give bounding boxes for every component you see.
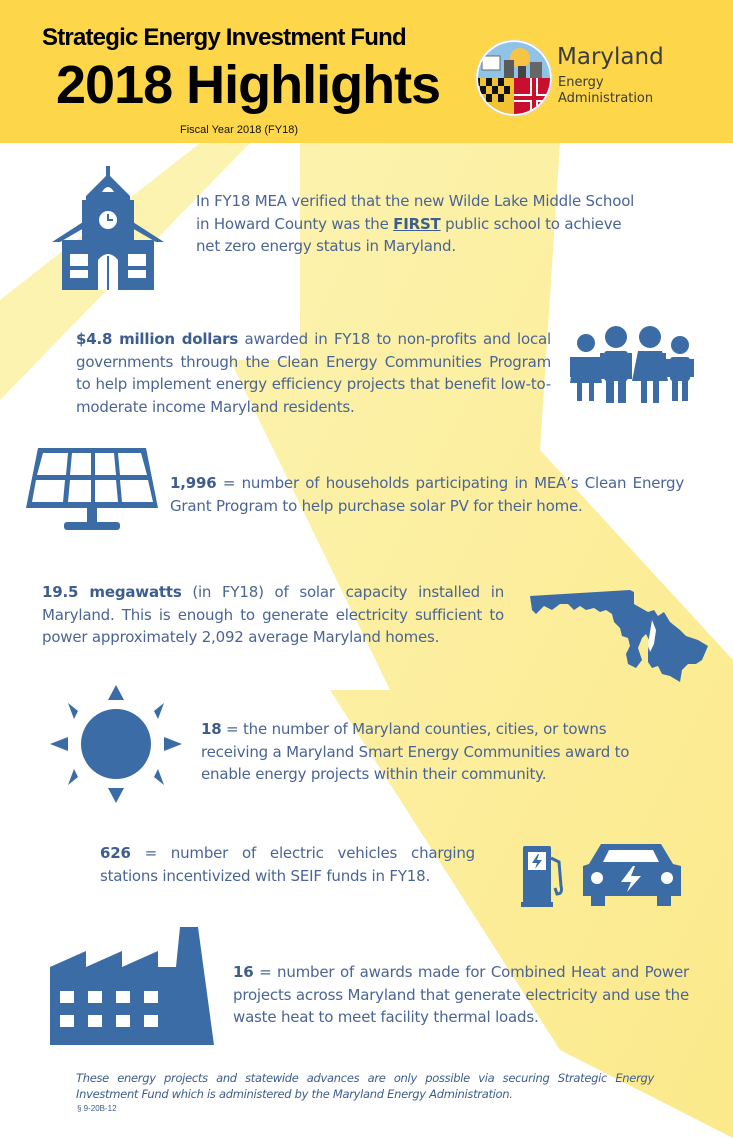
highlight-solar-grant-desc: = number of households participating in MEA’s Clean Energy Grant Program to help purchase solar PV for their home. (170, 474, 684, 515)
highlight-school-text (196, 190, 646, 258)
highlight-smart-communities-stat: 18 (201, 720, 222, 738)
highlight-ev-desc: = number of electric vehicles charging stations incentivized with SEIF funds in FY18. (100, 844, 475, 885)
maryland-map-icon (530, 590, 708, 682)
highlight-solar-grant-stat: 1,996 (170, 474, 217, 492)
footer-note: These energy projects and statewide advances are only possible via securing Strategic Energy Investment Fund which is administered by the Maryland Energy Administration. (76, 1071, 654, 1101)
highlight-school-pre: In FY18 MEA verified that the new Wilde Lake Middle School in Howard County was the (196, 192, 635, 233)
page-title: 2018 Highlights (56, 55, 441, 115)
highlight-grants-desc: awarded in FY18 to non-profits and local governments through the Clean Energy Communities Program to help implement energy efficiency projects that benefit low-to-moderate income Maryland residents. (76, 330, 551, 416)
sun-icon (48, 683, 184, 805)
header-banner (0, 0, 733, 143)
highlight-chp-text (233, 961, 689, 1029)
maryland-energy-logo-icon (474, 38, 554, 118)
factory-icon (50, 927, 214, 1045)
org-name-administration: Administration (558, 91, 654, 106)
highlight-grants-text (76, 328, 551, 418)
ev-charging-icon (521, 838, 683, 908)
highlight-chp-desc: = number of awards made for Combined Heat and Power projects across Maryland that generate electricity and use the waste heat to meet facility thermal loads. (233, 963, 689, 1026)
highlight-school-emphasis: FIRST (393, 214, 441, 233)
highlight-ev-stat: 626 (100, 844, 131, 862)
highlight-grants-stat: $4.8 million dollars (76, 330, 239, 348)
org-name-maryland: Maryland (557, 44, 664, 70)
org-name-energy: Energy (558, 75, 604, 90)
highlight-school-post: public school to achieve net zero energy status in Maryland. (196, 214, 622, 255)
title-line-1: Strategic Energy Investment Fund (42, 24, 406, 51)
solar-panel-icon (24, 446, 160, 534)
highlight-smart-communities-text (201, 718, 671, 786)
school-icon (52, 164, 164, 290)
highlight-ev-text (100, 842, 475, 887)
highlight-smart-communities-desc: = the number of Maryland counties, cities, or towns receiving a Maryland Smart Energy Communities award to enable energy projects within their community. (201, 720, 630, 783)
fiscal-year-subtitle: Fiscal Year 2018 (FY18) (180, 124, 299, 136)
highlight-chp-stat: 16 (233, 963, 254, 981)
statute-reference: § 9-20B-12 (77, 1104, 117, 1113)
family-icon (570, 325, 696, 403)
highlight-solar-capacity-text (42, 581, 504, 649)
highlight-solar-grant-text (170, 472, 684, 517)
highlight-solar-capacity-desc: (in FY18) of solar capacity installed in Maryland. This is enough to generate electricity sufficient to power approximately 2,092 average Maryland homes. (42, 583, 504, 646)
highlight-solar-capacity-stat: 19.5 megawatts (42, 583, 182, 601)
